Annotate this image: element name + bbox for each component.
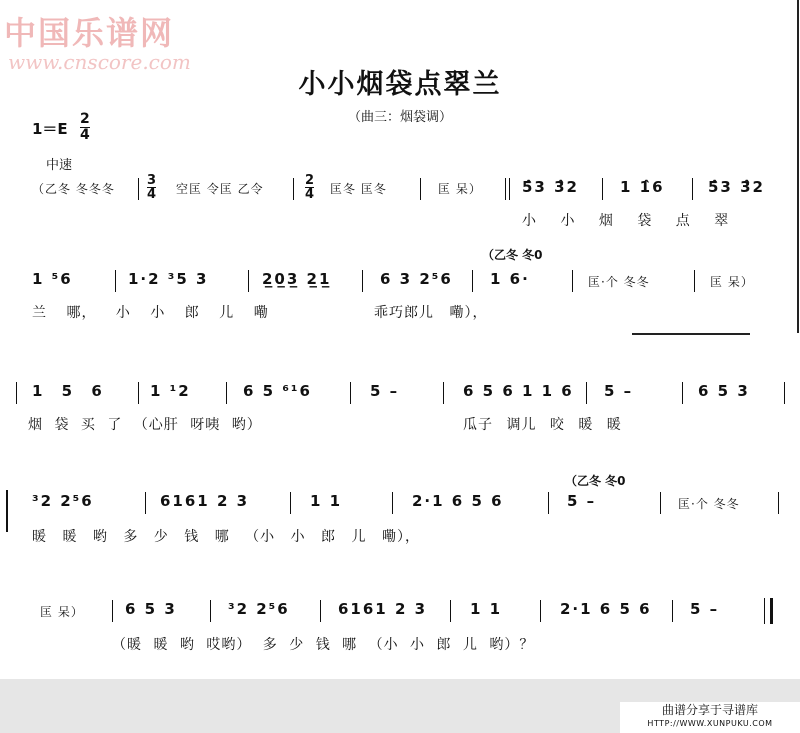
- barline: [248, 270, 249, 292]
- final-barline-thick: [770, 598, 773, 624]
- barline: [392, 492, 393, 514]
- barline: [293, 178, 294, 200]
- note-group: 1 5 6: [32, 382, 104, 400]
- barline: [362, 270, 363, 292]
- note-group: 6 5 6 1 1 6: [463, 382, 574, 400]
- lyric-line: 瓜子 调儿 咬 暖 暖: [463, 417, 622, 433]
- barline: [672, 600, 673, 622]
- barline: [548, 492, 549, 514]
- lyric-line: 乖巧郎儿 嘞），: [374, 305, 488, 321]
- barline: [138, 382, 139, 404]
- note-group: 2·1 6 5 6: [412, 492, 504, 510]
- note-group: 1·2 ³5 3: [128, 270, 209, 288]
- lyric-line: 烟 袋 买 了 （心肝 呀咦 哟）: [28, 417, 262, 433]
- barline: [682, 382, 683, 404]
- note-group: 6 5 ⁶¹6: [243, 382, 312, 400]
- note-group: 空匡 令匡 乙令: [176, 182, 264, 196]
- barline: [540, 600, 541, 622]
- barline: [450, 600, 451, 622]
- barline: [320, 600, 321, 622]
- watermark-url: www.cnscore.com: [8, 50, 191, 74]
- note-group: 1 6·: [490, 270, 530, 288]
- note-group: 1 1: [470, 600, 503, 618]
- note-group: 6 5 3: [698, 382, 750, 400]
- note-group: 5 –: [604, 382, 634, 400]
- barline: [6, 490, 8, 532]
- barline: [692, 178, 693, 200]
- barline: [509, 178, 510, 200]
- note-group: 6 5 3: [125, 600, 177, 618]
- barline: [505, 178, 506, 200]
- lyric-line: （暖 暖 哟 哎哟） 多 少 钱 哪 （小 小 郎 儿 哟）？: [112, 637, 535, 653]
- barline: [350, 382, 351, 404]
- barline: [694, 270, 695, 292]
- barline: [16, 382, 17, 404]
- note-group: ³2 2⁵6: [228, 600, 290, 618]
- note-group: 2̲0̲3̲ 2̲1̲: [262, 270, 332, 288]
- note-group: 6161 2 3: [338, 600, 428, 618]
- note-group: 1 1: [310, 492, 343, 510]
- note-group: 匡 呆）: [40, 605, 84, 619]
- note-group: 匡·个 冬冬: [588, 275, 650, 289]
- note-group: 1 ¹2: [150, 382, 191, 400]
- note-group: ³2 2⁵6: [32, 492, 94, 510]
- barline: [443, 382, 444, 404]
- key-signature: 1＝E: [32, 120, 68, 138]
- note-group: 5̂3 3̂2: [708, 178, 765, 196]
- watermark-logo: 中国乐谱网: [4, 14, 175, 52]
- note-group: 1 ⁵6: [32, 270, 73, 288]
- tempo-marking: 中速: [46, 158, 73, 173]
- note-group: （乙冬 冬冬冬: [32, 182, 115, 196]
- footer-text: 曲谱分享于寻谱库: [661, 703, 758, 717]
- note-group: 匡 呆）: [710, 275, 754, 289]
- barline: [778, 492, 779, 514]
- percussion-note: （乙冬 冬0: [565, 474, 626, 488]
- note-group: 5 –: [690, 600, 720, 618]
- note-group: 2·1 6 5 6: [560, 600, 652, 618]
- barline: [660, 492, 661, 514]
- barline: [226, 382, 227, 404]
- note-group: 匡冬 匡冬: [330, 182, 387, 196]
- song-title: 小小烟袋点翠兰: [298, 69, 502, 100]
- lyric-line: 兰 哪， 小 小 郎 儿 嘞: [32, 305, 269, 321]
- footer-url: HTTP://WWW.XUNPUKU.COM: [647, 719, 773, 728]
- barline: [138, 178, 139, 200]
- barline: [472, 270, 473, 292]
- footer-logo: [620, 702, 800, 733]
- barline: [210, 600, 211, 622]
- barline: [586, 382, 587, 404]
- barline: [145, 492, 146, 514]
- note-group: 1 1̂6: [620, 178, 665, 196]
- final-barline-thin: [764, 598, 765, 624]
- barline: [602, 178, 603, 200]
- barline: [572, 270, 573, 292]
- time-signature-top: 2: [80, 111, 90, 127]
- lyric-line: 小 小 烟 袋 点 翠: [522, 213, 730, 229]
- time-signature-change: 3 4: [147, 173, 157, 202]
- page-edge: [797, 0, 799, 333]
- note-group: 匡 呆）: [438, 182, 482, 196]
- time-signature: [80, 112, 90, 143]
- note-group: 6 3 2⁵6: [380, 270, 453, 288]
- time-signature-bottom: 4: [80, 127, 90, 143]
- barline: [115, 270, 116, 292]
- barline: [112, 600, 113, 622]
- barline: [420, 178, 421, 200]
- separator-rule: [632, 333, 750, 335]
- barline: [784, 382, 785, 404]
- note-group: 匡·个 冬冬: [678, 497, 740, 511]
- song-subtitle: （曲三：烟袋调）: [347, 110, 452, 125]
- note-group: 5 –: [567, 492, 597, 510]
- barline: [290, 492, 291, 514]
- note-group: 5 –: [370, 382, 400, 400]
- time-signature-change: 2 4: [305, 173, 315, 202]
- percussion-note: （乙冬 冬0: [482, 248, 543, 262]
- note-group: 6161 2 3: [160, 492, 250, 510]
- lyric-line: 暖 暖 哟 多 少 钱 哪 （小 小 郎 儿 嘞），: [32, 529, 420, 545]
- note-group: 5̂3 3̂2: [522, 178, 579, 196]
